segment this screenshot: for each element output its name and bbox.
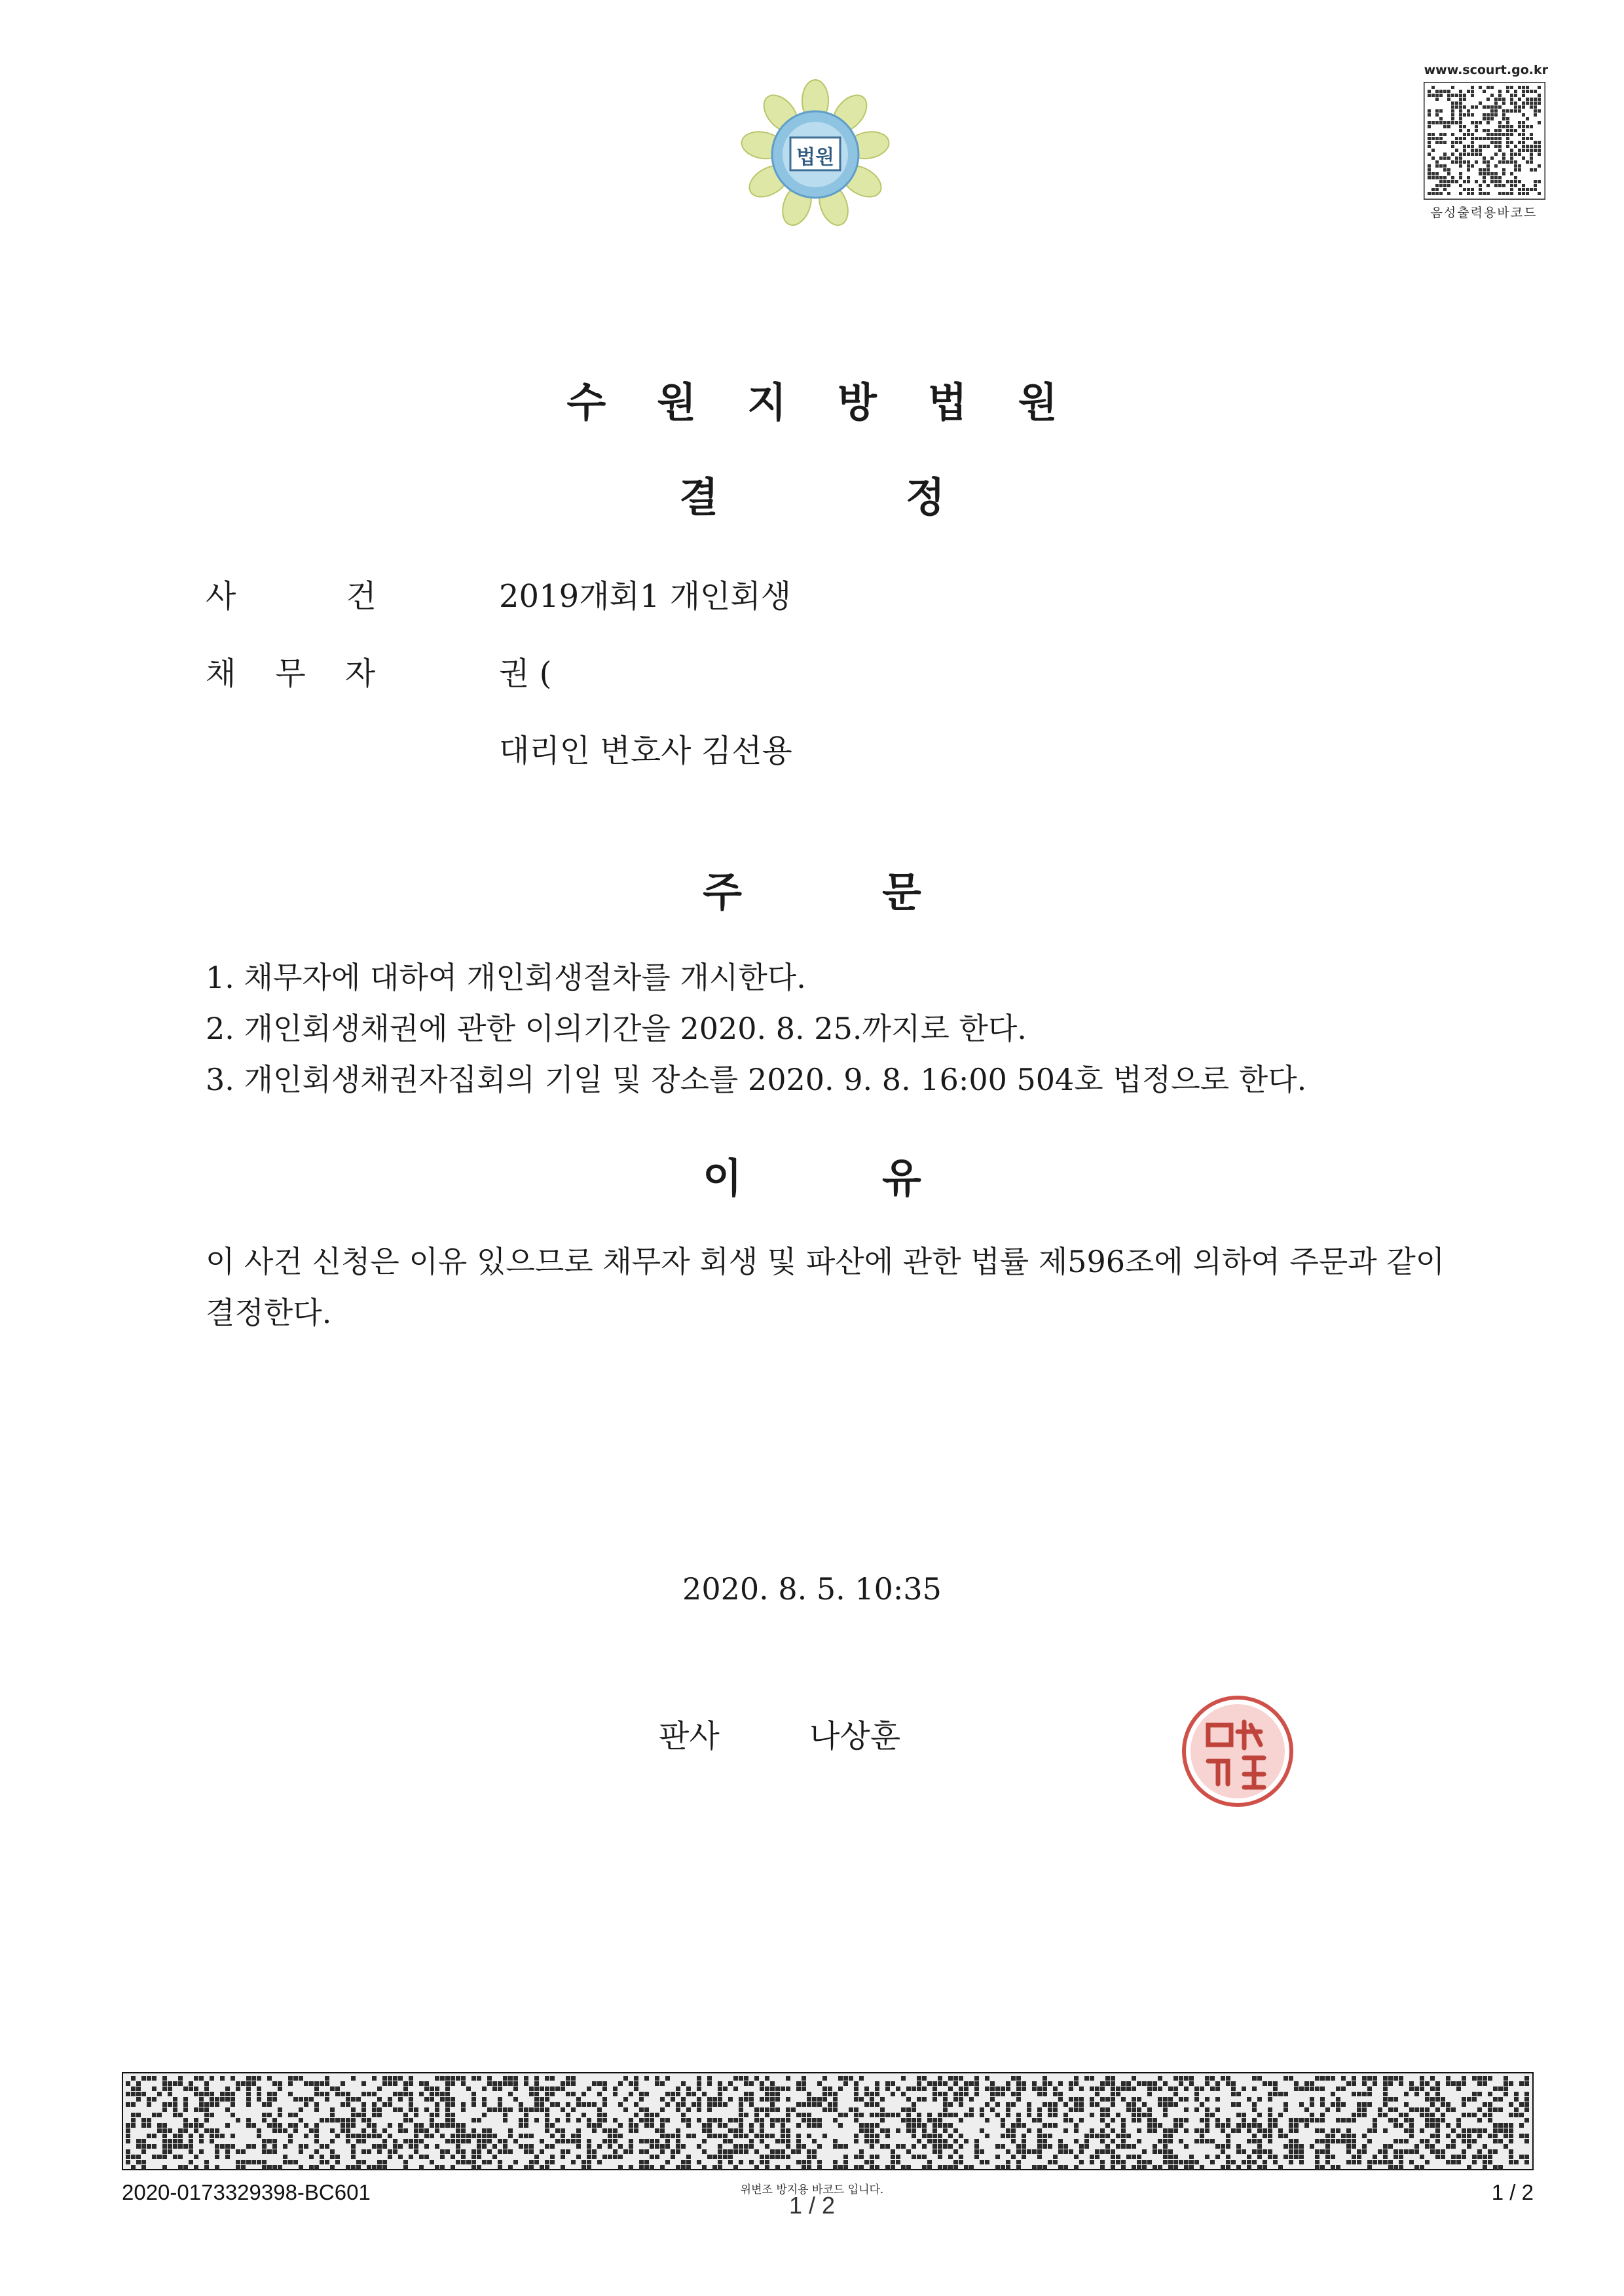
judge-title: 판사 [659, 1718, 720, 1755]
document-title: 결정 [679, 473, 1132, 521]
emblem-text: 법원 [796, 146, 834, 169]
court-emblem-logo [738, 77, 893, 232]
order-item: 2. 개인회생채권에 관한 이의기간을 2020. 8. 25.까지로 한다. [206, 1011, 1027, 1046]
debtor-agent: 대리인 변호사 김선용 [499, 733, 792, 769]
reason-text: 이 사건 신청은 이유 있으므로 채무자 회생 및 파산에 관한 법률 제596조에 의하여 주문과 같이 결정한다. [206, 1244, 1445, 1330]
qr-caption: 음성출력용바코드 [1430, 206, 1538, 220]
case-value: 2019개회1 개인회생 [499, 578, 792, 615]
order-item: 3. 개인회생채권자집회의 기일 및 장소를 2020. 9. 8. 16:00 504호 법정으로 한다. [206, 1062, 1307, 1097]
debtor-label: 채무자 [206, 655, 415, 692]
voice-output-qr-code [1424, 82, 1545, 200]
case-label: 사건 [206, 578, 487, 615]
qr-url: www.scourt.go.kr [1424, 63, 1548, 77]
decision-date: 2020. 8. 5. 10:35 [682, 1571, 942, 1607]
document-number: 2020-0173329398-BC601 [122, 2180, 371, 2204]
debtor-value: 권 ( [499, 655, 552, 692]
anti-forgery-barcode [122, 2072, 1534, 2170]
order-section-title: 주문 [703, 868, 1061, 916]
judge-name: 나상훈 [809, 1718, 901, 1755]
forgery-note: 위변조 방지용 바코드 입니다. [740, 2183, 884, 2196]
reason-section-title: 이유 [703, 1154, 1061, 1202]
page-number-right: 1 / 2 [1491, 2180, 1534, 2204]
page-number-center: 1 / 2 [788, 2192, 836, 2219]
judge-seal-stamp [1179, 1692, 1297, 1810]
order-item: 1. 채무자에 대하여 개인회생절차를 개시한다. [206, 960, 806, 995]
court-name: 수원지방법원 [566, 378, 1109, 426]
